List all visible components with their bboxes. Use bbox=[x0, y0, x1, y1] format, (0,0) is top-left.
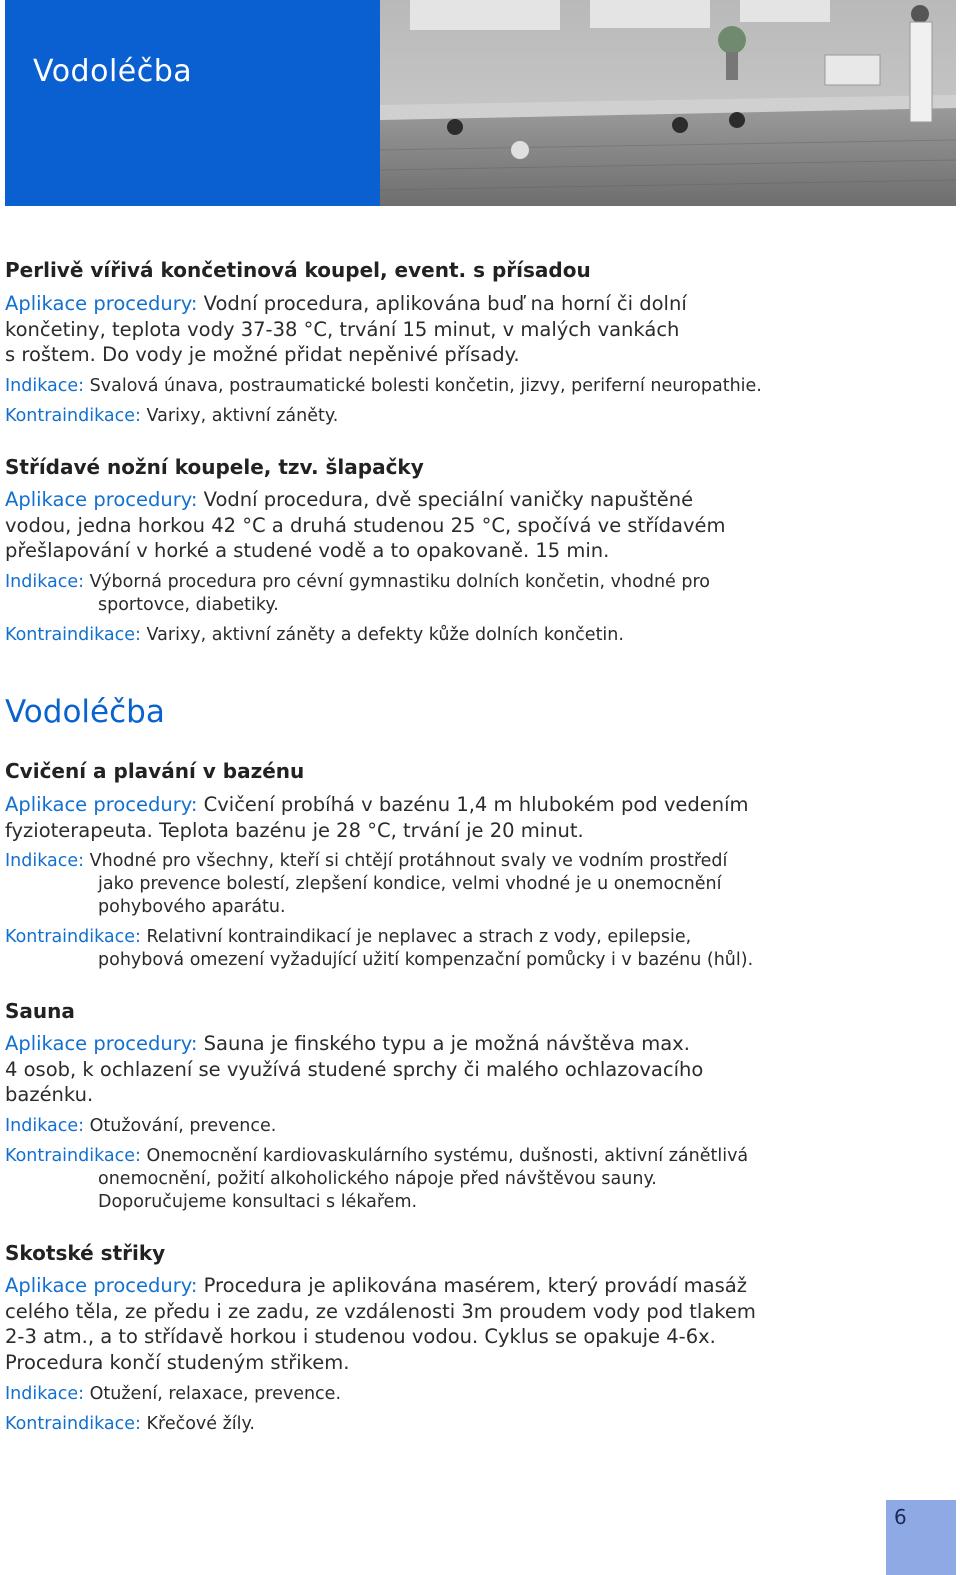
page-number-box bbox=[886, 1500, 956, 1575]
aplikace-paragraph bbox=[5, 792, 749, 843]
aplikace-paragraph bbox=[5, 1273, 756, 1375]
section-heading: Skotské střiky bbox=[5, 1241, 166, 1265]
kontraindikace-label: Kontraindikace: bbox=[5, 927, 141, 947]
indikace-text: Otužení, relaxace, prevence. bbox=[89, 1384, 342, 1404]
aplikace-text: Vodní procedura, dvě speciální vaničky napuštěné bbox=[203, 488, 694, 511]
section-heading: Perlivě vířivá končetinová koupel, event. s přísadou bbox=[5, 258, 591, 282]
kontraindikace-line bbox=[5, 926, 753, 972]
aplikace-text: 2-3 atm., a to střídavě horkou i studenou vodou. Cyklus se opakuje 4-6x. bbox=[5, 1325, 716, 1348]
kontraindikace-label: Kontraindikace: bbox=[5, 1146, 141, 1166]
aplikace-text: Procedura je aplikována masérem, který provádí masáž bbox=[203, 1274, 747, 1297]
indikace-line bbox=[5, 571, 710, 617]
kontraindikace-text: onemocnění, požití alkoholického nápoje před návštěvou sauny. bbox=[98, 1169, 657, 1189]
banner-title: Vodoléčba bbox=[33, 54, 193, 89]
kontraindikace-label: Kontraindikace: bbox=[5, 625, 141, 645]
aplikace-label: Aplikace procedury: bbox=[5, 1274, 198, 1297]
aplikace-label: Aplikace procedury: bbox=[5, 292, 198, 315]
indikace-text: Otužování, prevence. bbox=[89, 1116, 277, 1136]
indikace-text: Svalová únava, postraumatické bolesti končetin, jizvy, periferní neuropathie. bbox=[89, 376, 762, 396]
indikace-text: jako prevence bolestí, zlepšení kondice, velmi vhodné je u onemocnění bbox=[98, 874, 722, 894]
indikace-line bbox=[5, 850, 727, 919]
indikace-label: Indikace: bbox=[5, 851, 85, 871]
kontraindikace-text: Relativní kontraindikací je neplavec a strach z vody, epilepsie, bbox=[146, 927, 692, 947]
aplikace-paragraph bbox=[5, 291, 687, 368]
indikace-label: Indikace: bbox=[5, 572, 85, 592]
indikace-label: Indikace: bbox=[5, 1384, 85, 1404]
page-number: 6 bbox=[894, 1505, 907, 1529]
indikace-text: sportovce, diabetiky. bbox=[98, 595, 279, 615]
kontraindikace-line bbox=[5, 624, 624, 647]
aplikace-text: bazénku. bbox=[5, 1083, 94, 1106]
kontraindikace-text: Onemocnění kardiovaskulárního systému, dušnosti, aktivní zánětlivá bbox=[146, 1146, 749, 1166]
kontraindikace-line bbox=[5, 1145, 748, 1214]
kontraindikace-text: pohybová omezení vyžadující užití kompenzační pomůcky i v bazénu (hůl). bbox=[98, 950, 754, 970]
aplikace-paragraph bbox=[5, 487, 726, 564]
indikace-text: Vhodné pro všechny, kteří si chtějí protáhnout svaly ve vodním prostředí bbox=[89, 851, 728, 871]
aplikace-text: Sauna je finského typu a je možná návštěva max. bbox=[203, 1032, 690, 1055]
section-heading: Sauna bbox=[5, 999, 75, 1023]
indikace-label: Indikace: bbox=[5, 376, 85, 396]
kontraindikace-line bbox=[5, 405, 338, 428]
aplikace-text: s roštem. Do vody je možné přidat nepěnivé přísady. bbox=[5, 343, 520, 366]
aplikace-paragraph bbox=[5, 1031, 703, 1108]
kontraindikace-text: Varixy, aktivní záněty a defekty kůže dolních končetin. bbox=[146, 625, 624, 645]
aplikace-label: Aplikace procedury: bbox=[5, 1032, 198, 1055]
aplikace-text: fyzioterapeuta. Teplota bazénu je 28 °C, trvání je 20 minut. bbox=[5, 818, 584, 842]
kontraindikace-text: Křečové žíly. bbox=[146, 1414, 255, 1434]
indikace-line bbox=[5, 375, 762, 398]
indikace-text: pohybového aparátu. bbox=[98, 897, 286, 917]
kontraindikace-line bbox=[5, 1413, 255, 1436]
aplikace-text: vodou, jedna horkou 42 °C a druhá studenou 25 °C, spočívá ve střídavém bbox=[5, 513, 726, 537]
indikace-text: Výborná procedura pro cévní gymnastiku dolních končetin, vhodné pro bbox=[89, 572, 710, 592]
pool-photo bbox=[380, 0, 956, 206]
section-heading: Cvičení a plavání v bazénu bbox=[5, 759, 305, 783]
aplikace-text: Cvičení probíhá v bazénu 1,4 m hlubokém pod vedením bbox=[203, 793, 749, 816]
aplikace-text: přešlapování v horké a studené vodě a to opakovaně. 15 min. bbox=[5, 539, 610, 562]
aplikace-text: Procedura končí studeným střikem. bbox=[5, 1350, 350, 1374]
aplikace-text: končetiny, teplota vody 37-38 °C, trvání 15 minut, v malých vankách bbox=[5, 317, 680, 341]
section-title: Vodoléčba bbox=[5, 694, 165, 730]
header-banner bbox=[5, 0, 380, 206]
indikace-label: Indikace: bbox=[5, 1116, 85, 1136]
kontraindikace-label: Kontraindikace: bbox=[5, 406, 141, 426]
indikace-line bbox=[5, 1383, 341, 1406]
aplikace-text: Vodní procedura, aplikována buď na horní či dolní bbox=[203, 292, 687, 315]
kontraindikace-text: Doporučujeme konsultaci s lékařem. bbox=[98, 1192, 418, 1212]
kontraindikace-text: Varixy, aktivní záněty. bbox=[146, 406, 339, 426]
kontraindikace-label: Kontraindikace: bbox=[5, 1414, 141, 1434]
aplikace-label: Aplikace procedury: bbox=[5, 793, 198, 816]
aplikace-text: 4 osob, k ochlazení se využívá studené sprchy či malého ochlazovacího bbox=[5, 1057, 704, 1081]
section-heading: Střídavé nožní koupele, tzv. šlapačky bbox=[5, 455, 424, 479]
aplikace-label: Aplikace procedury: bbox=[5, 488, 198, 511]
indikace-line bbox=[5, 1115, 276, 1138]
aplikace-text: celého těla, ze předu i ze zadu, ze vzdálenosti 3m proudem vody pod tlakem bbox=[5, 1299, 756, 1323]
